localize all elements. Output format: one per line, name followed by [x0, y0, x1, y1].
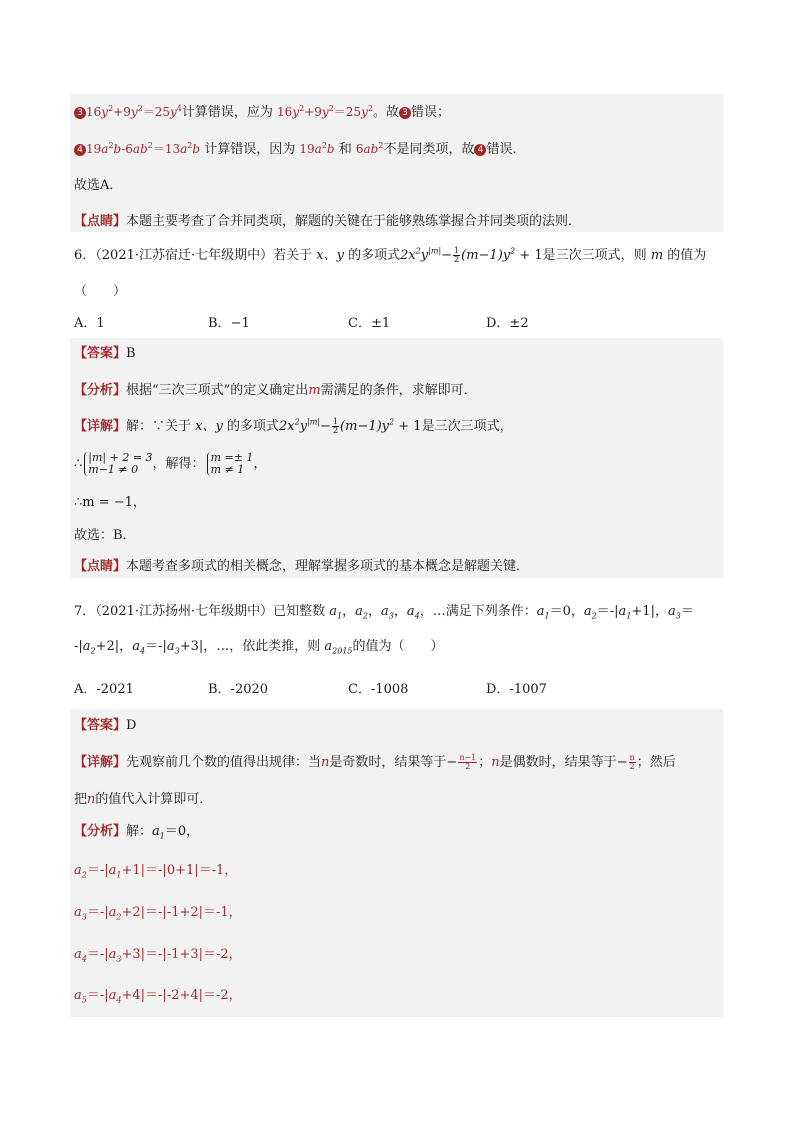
circled-3-icon: 3	[74, 107, 86, 119]
q6-paren: （ ）	[74, 284, 127, 299]
q7-step-a3: $a_3=-|a_2+2|=-|-1+2|=-1$，	[74, 905, 242, 922]
q7-option-d: D．-1007	[486, 682, 547, 697]
q6-option-a: A．1	[74, 316, 105, 331]
q7-step-a4: $a_4=-|a_3+3|=-|-1+3|=-2$，	[74, 947, 242, 964]
system-1: |m| + 2 = 3 m−1 ≠ 0	[84, 452, 152, 476]
q7-xiangjie-line1: 【详解】先观察前几个数的值得出规律：当n是奇数时，结果等于− $\frac{n-1}{2}$ ；n是偶数时，结果等于− $\frac{n}{2}$ ；然后	[74, 753, 676, 771]
q6-fenxi: 【分析】根据“三次三项式”的定义确定出m需满足的条件，求解即可．	[74, 383, 477, 398]
q7-answer: 【答案】D	[74, 718, 137, 733]
q6-result: ∴m = −1，	[74, 495, 146, 510]
step-4-line: 4 $19a^2b-6ab^2=13a^2b$ 计算错误，因为 $19a^2b$ 和 $6ab^2$不是同类项，故 4 错误．	[74, 140, 526, 159]
q7-xiangjie-line2: 把n的值代入计算即可．	[74, 792, 213, 807]
q7-step-a2: $a_2=-|a_1+1|=-|0+1|=-1$，	[74, 863, 238, 880]
step-3-line: 3 $16y^2+9y^2=25y^4$计算错误，应为 $16y^2+9y^2=25y^2$。故 3 错误；	[74, 103, 450, 122]
q6-xiangjie: 【详解】解：∵关于 x、y 的多项式$2x^2y^{|m|}-$ $\frac{1}{2}$ $(m-1)y^2 + 1$是三次三项式，	[74, 417, 513, 435]
q6-option-b: B．−1	[208, 316, 250, 331]
circled-4-icon: 4	[74, 144, 86, 156]
q7-stem-line2: $-|a_2+2|$，$a_4=-|a_3+3|$，…，依此类推，则 $a_{2015}$的值为（ ）	[74, 639, 444, 656]
circled-4-icon: 4	[474, 144, 486, 156]
q6-answer: 【答案】B	[74, 346, 136, 361]
q7-fenxi: 【分析】解：$a_1=0$，	[74, 824, 200, 841]
q7-stem-line1: 7．（2021·江苏扬州·七年级期中）已知整数 $a_1$，$a_2$，$a_3$，$a_4$，…满足下列条件：$a_1=0$，$a_2=-|a_1+1|$，$a_3=$	[74, 604, 694, 621]
q6-option-d: D．±2	[486, 316, 529, 331]
q6-system: ∴ |m| + 2 = 3 m−1 ≠ 0 ，解得： m =± 1 m ≠ 1 ，	[74, 451, 267, 476]
q7-step-a5: $a_5=-|a_4+4|=-|-2+4|=-2$，	[74, 988, 242, 1005]
choice-line: 故选A．	[74, 178, 123, 193]
q6-option-c: C．±1	[348, 316, 391, 331]
q7-option-c: C．-1008	[348, 682, 409, 697]
q7-option-a: A．-2021	[74, 682, 134, 697]
dianjing-line: 【点睛】本题主要考查了合并同类项，解题的关键在于能够熟练掌握合并同类项的法则．	[74, 214, 582, 229]
system-2: m =± 1 m ≠ 1	[207, 452, 254, 476]
q6-choice: 故选：B．	[74, 528, 136, 543]
circled-3-icon: 3	[399, 107, 411, 119]
q7-option-b: B．-2020	[208, 682, 269, 697]
q6-dianjing: 【点睛】本题考查多项式的相关概念，理解掌握多项式的基本概念是解题关键．	[74, 559, 530, 574]
q6-stem: 6．（2021·江苏宿迁·七年级期中）若关于 x、y 的多项式$2x^2y^{|m|}-$ $\frac{1}{2}$ $(m-1)y^2 + 1$是三次三项式，则 m 的值为	[74, 246, 707, 264]
